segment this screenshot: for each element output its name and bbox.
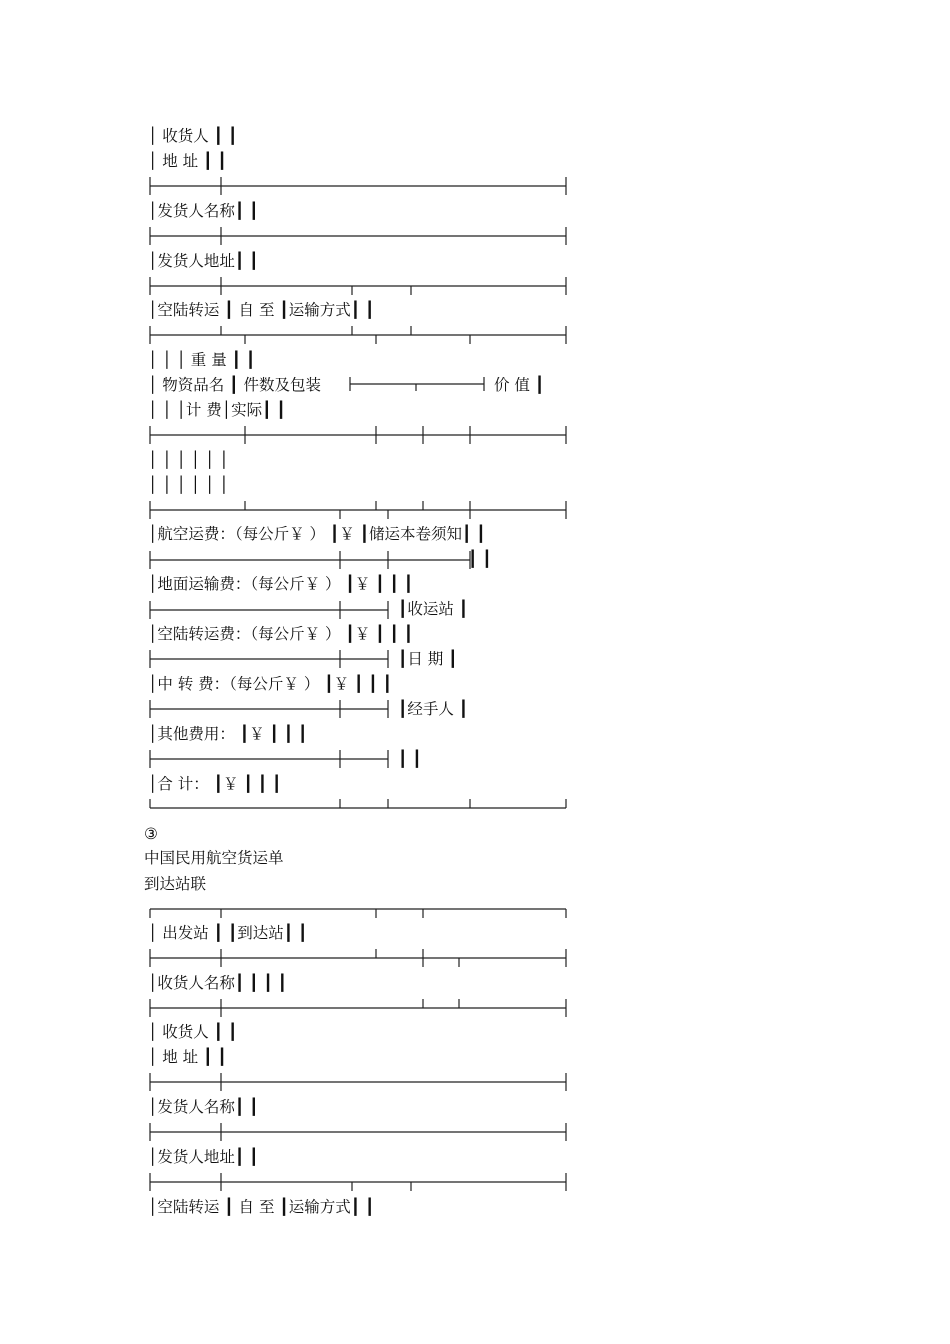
air-land-freight-label: │空陆转运费：（每公斤￥ ） ┃￥ ┃ ┃ ┃ (148, 625, 414, 643)
date-label: ┃日 期 ┃ (398, 650, 458, 668)
blank-row: │ │ │ │ │ │ (148, 476, 229, 494)
consignee-name-label: │收货人名称┃ ┃ ┃ ┃ (148, 974, 287, 992)
page-title: 中国民用航空货运单 (144, 849, 284, 867)
copy-name: 到达站联 (144, 875, 207, 893)
shipper-name-label: │发货人名称┃ ┃ (148, 1098, 259, 1116)
address-label: │ 地 址 ┃ ┃ (148, 1048, 227, 1066)
air-land-transfer-label: │空陆转运 ┃ 自 至 ┃运输方式┃ ┃ (148, 1198, 375, 1216)
total-label: │合 计： ┃￥ ┃ ┃ ┃ (148, 775, 282, 793)
ground-freight-label: │地面运输费：（每公斤￥ ） ┃￥ ┃ ┃ ┃ (148, 575, 414, 593)
chargeable-actual-label: │ │ │计 费│实际┃ ┃ (148, 401, 286, 419)
departure-arrival-station-label: │ 出发站 ┃ ┃到达站┃ ┃ (148, 924, 308, 942)
air-land-transfer-label: │空陆转运 ┃ 自 至 ┃运输方式┃ ┃ (148, 301, 375, 319)
air-freight-tail: ┃ ┃ (468, 550, 492, 568)
receiving-station-label: ┃收运站 ┃ (398, 600, 469, 618)
goods-name-label: │ 物资品名 ┃ 件数及包装 (148, 376, 321, 394)
other-fees-tail: ┃ ┃ (398, 750, 422, 768)
copy-number-marker: ③ (144, 825, 158, 843)
consignee-label: │ 收货人 ┃ ┃ (148, 127, 238, 145)
value-label: 价 值 ┃ (494, 376, 545, 394)
shipper-address-label: │发货人地址┃ ┃ (148, 252, 259, 270)
shipper-address-label: │发货人地址┃ ┃ (148, 1148, 259, 1166)
handler-label: ┃经手人 ┃ (398, 700, 469, 718)
address-label: │ 地 址 ┃ ┃ (148, 152, 227, 170)
shipper-name-label: │发货人名称┃ ┃ (148, 202, 259, 220)
other-fees-label: │其他费用： ┃￥ ┃ ┃ ┃ (148, 725, 308, 743)
air-freight-label: │航空运费：（每公斤￥ ） ┃￥ ┃储运本卷须知┃ ┃ (148, 525, 486, 543)
transfer-fee-label: │中 转 费：（每公斤￥ ） ┃￥ ┃ ┃ ┃ (148, 675, 392, 693)
blank-row: │ │ │ │ │ │ (148, 451, 229, 469)
weight-label: │ │ │ 重 量 ┃ ┃ (148, 351, 256, 369)
consignee-label: │ 收货人 ┃ ┃ (148, 1023, 238, 1041)
